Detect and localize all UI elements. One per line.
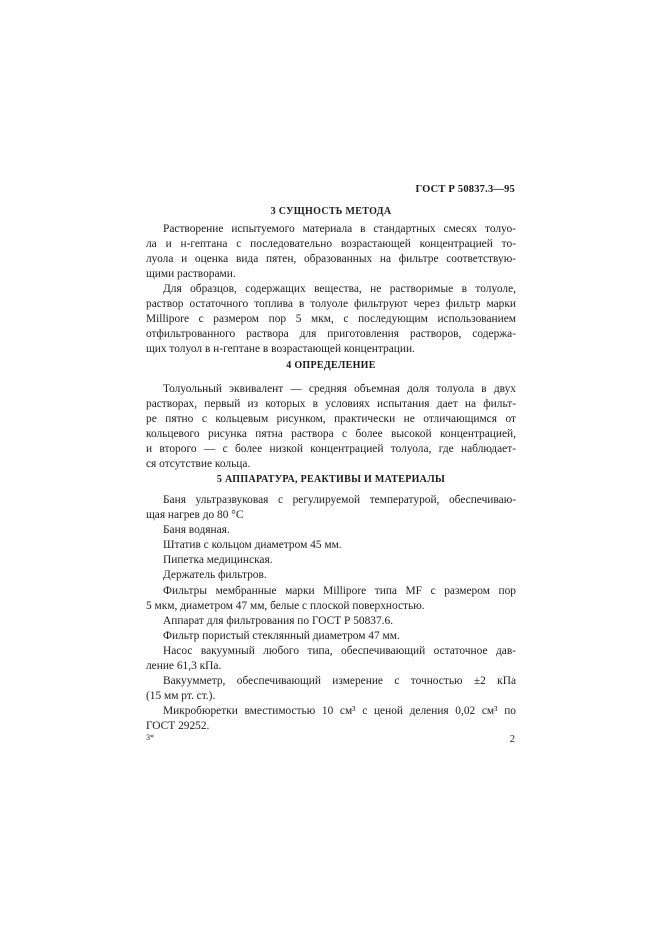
- signature-mark: 3*: [146, 733, 154, 742]
- list-item: Вакуумметр, обеспечивающий измерение с точностью ±2 кПа: [163, 675, 516, 688]
- list-item: Аппарат для фильтрования по ГОСТ Р 50837.6.: [163, 614, 394, 627]
- text-line: щими растворами.: [146, 268, 236, 281]
- list-item-continuation: (15 мм рт. ст.).: [146, 690, 216, 703]
- list-item-continuation: щая нагрев до 80 °С: [146, 509, 244, 522]
- text-line: Millipore с размером пор 5 мкм, с последующим использованием: [146, 313, 516, 326]
- page-number: 2: [509, 734, 515, 745]
- list-item-continuation: ление 61,3 кПа.: [146, 660, 222, 673]
- list-item: Пипетка медицинская.: [163, 554, 273, 567]
- list-item: Баня ультразвуковая с регулируемой температурой, обеспечиваю-: [163, 494, 516, 506]
- standard-code: ГОСТ Р 50837.3—95: [415, 184, 515, 195]
- section-5-title: 5 АППАРАТУРА, РЕАКТИВЫ И МАТЕРИАЛЫ: [216, 474, 446, 485]
- text-line: ре пятно с кольцевым рисунком, практически не отличающимся от: [146, 413, 516, 426]
- text-line: ла и н-гептана с последовательно возрастающей концентрацией то-: [146, 238, 516, 251]
- text-line: щих толуол в н-гептане в возрастающей концентрации.: [146, 343, 415, 356]
- section-5-list: [146, 493, 516, 735]
- list-item: Штатив с кольцом диаметром 45 мм.: [163, 539, 342, 552]
- section-3-paragraph-2: [146, 282, 516, 357]
- text-line: раствор остаточного топлива в толуоле фильтруют через фильтр марки: [146, 298, 516, 311]
- list-item: Фильтры мембранные марки Millipore типа MF с размером пор: [163, 584, 516, 597]
- list-item-continuation: ГОСТ 29252.: [146, 720, 210, 733]
- text-line: ся отсутствие кольца.: [146, 458, 251, 471]
- list-item-continuation: 5 мкм, диаметром 47 мм, белые с плоской поверхностью.: [146, 599, 425, 612]
- list-item: Фильтр пористый стеклянный диаметром 47 мм.: [163, 629, 400, 642]
- section-4-title: 4 ОПРЕДЕЛЕНИЕ: [286, 360, 376, 371]
- text-line: и второго — с более низкой концентрацией толуола, где наблюдает-: [146, 443, 516, 456]
- text-line: Толуольный эквивалент — средняя объемная доля толуола в двух: [163, 383, 516, 395]
- section-3-title: 3 СУЩНОСТЬ МЕТОДА: [270, 206, 392, 217]
- text-line: кольцевого рисунка пятна раствора с более высокой концентрацией,: [146, 428, 516, 441]
- section-3-paragraph-1: [146, 222, 516, 282]
- list-item: Микробюретки вместимостью 10 см³ с ценой деления 0,02 см³ по: [163, 705, 516, 718]
- text-line: Для образцов, содержащих вещества, не растворимые в толуоле,: [163, 283, 516, 295]
- list-item: Баня водяная.: [163, 524, 230, 537]
- text-line: растворах, первый из которых в условиях испытания дает на фильт-: [146, 398, 516, 411]
- text-line: отфильтрованного раствора для приготовления растворов, содержа-: [146, 328, 516, 341]
- list-item: Держатель фильтров.: [163, 569, 267, 582]
- text-line: Растворение испытуемого материала в стандартных смесях толуо-: [163, 223, 516, 235]
- text-line: луола и оценка вида пятен, образованных на фильтре соответствую-: [146, 253, 516, 266]
- section-4-paragraph-1: [146, 382, 516, 473]
- list-item: Насос вакуумный любого типа, обеспечивающий остаточное дав-: [163, 644, 516, 657]
